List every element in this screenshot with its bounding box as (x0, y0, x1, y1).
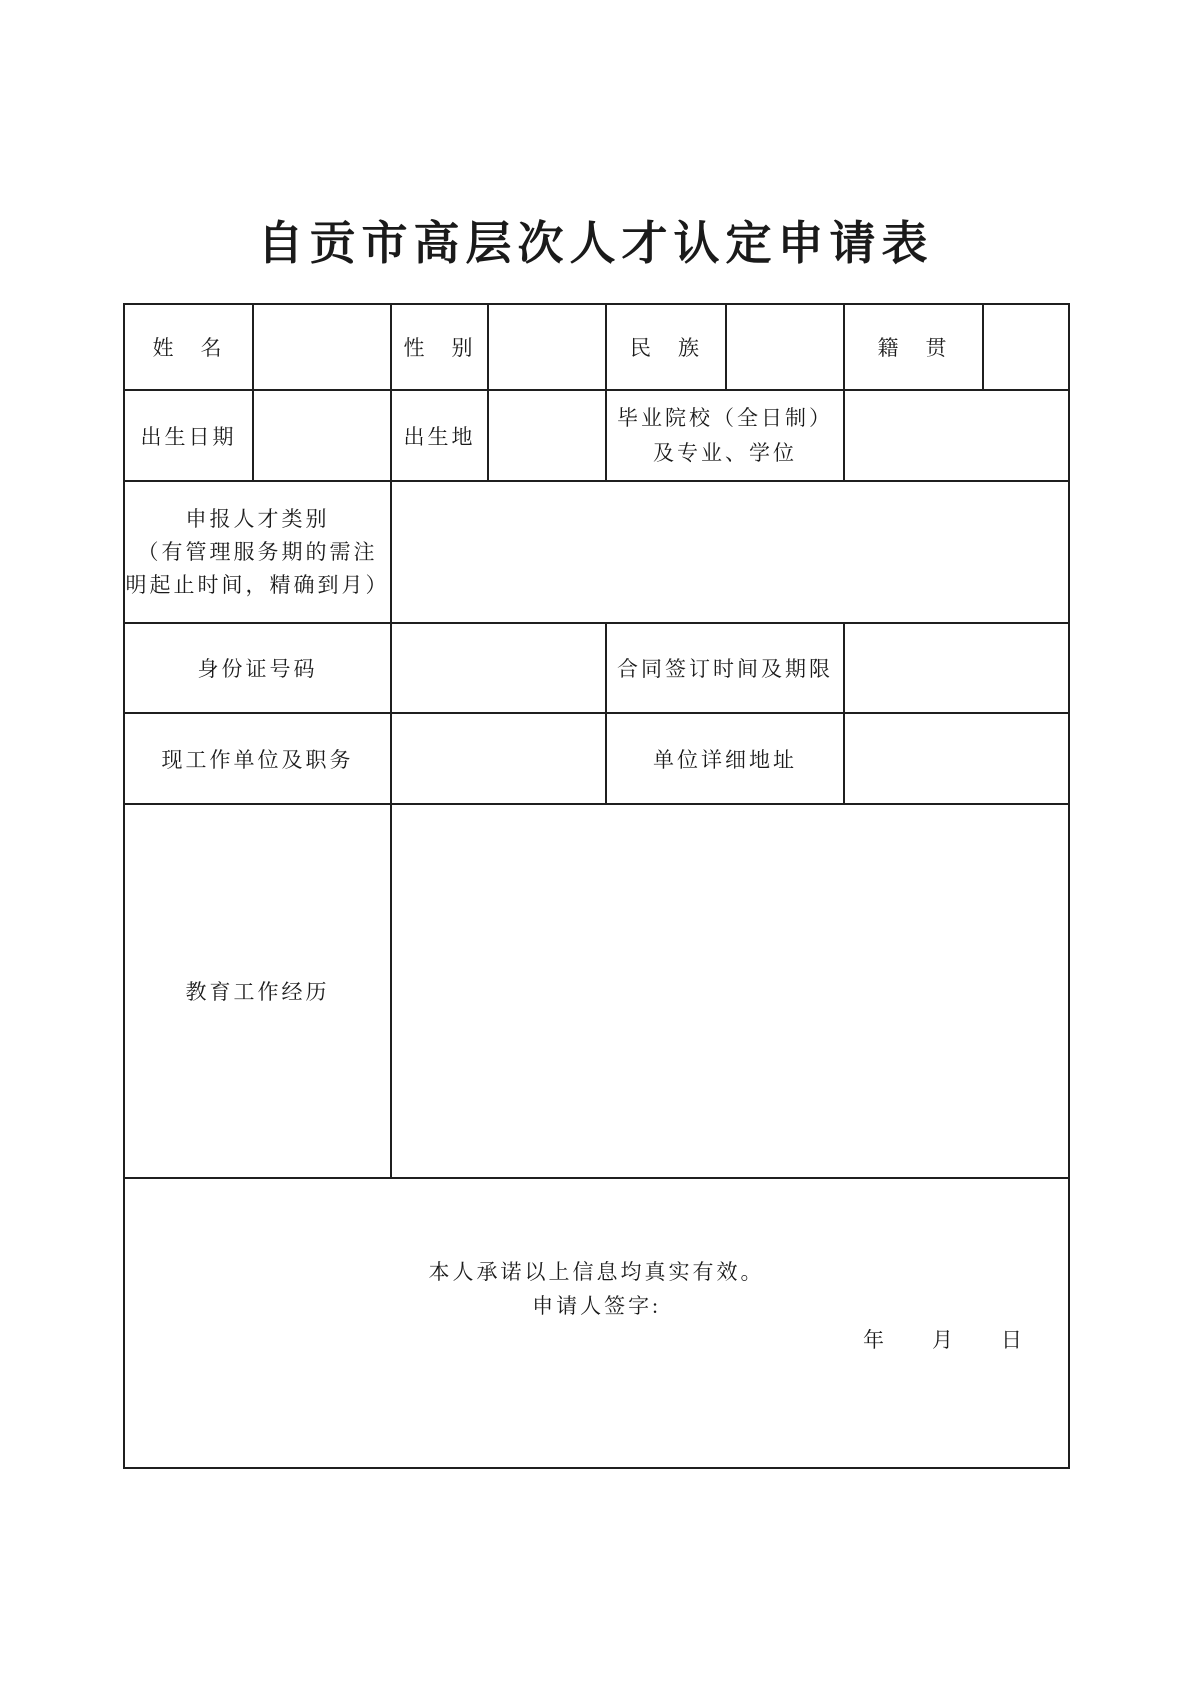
education-experience-input-cell[interactable] (391, 804, 1069, 1178)
talent-category-line2: （有管理服务期的需注 (137, 539, 378, 564)
name-input-cell[interactable] (253, 304, 391, 390)
unit-address-input-cell[interactable] (844, 713, 1069, 804)
pledge-statement: 本人承诺以上信息均真实有效。 (428, 1260, 765, 1284)
row-education-experience (124, 804, 1069, 1178)
native-place-label: 籍 贯 (877, 336, 950, 360)
graduation-label-line2: 及专业、学位 (653, 440, 797, 465)
id-number-label-cell (124, 623, 391, 713)
row-workunit-address (124, 713, 1069, 804)
birth-date-input-cell[interactable] (253, 390, 391, 481)
row-id-contract (124, 623, 1069, 713)
work-unit-input-cell[interactable] (391, 713, 606, 804)
contract-label: 合同签订时间及期限 (617, 657, 833, 681)
gender-label-cell (391, 304, 488, 390)
applicant-signature-label: 申请人签字: (532, 1294, 661, 1318)
work-unit-label-cell (124, 713, 391, 804)
birth-place-label-cell (391, 390, 488, 481)
native-place-label-cell (844, 304, 983, 390)
name-label: 姓 名 (152, 336, 225, 360)
id-number-label: 身份证号码 (197, 657, 318, 681)
ethnicity-input-cell[interactable] (726, 304, 844, 390)
signature-date-line: 年 月 日 (863, 1328, 1024, 1352)
graduation-label-cell (606, 390, 844, 481)
education-experience-label: 教育工作经历 (185, 980, 330, 1004)
birth-place-label: 出生地 (403, 424, 476, 449)
native-place-input-cell[interactable] (983, 304, 1069, 390)
pledge-cell[interactable] (124, 1178, 1069, 1468)
gender-label: 性 别 (403, 336, 476, 360)
talent-category-line3: 明起止时间，精确到月） (125, 572, 390, 597)
graduation-input-cell[interactable] (844, 390, 1069, 481)
row-basic-info (124, 304, 1069, 390)
page-title: 自贡市高层次人才认定申请表 (257, 218, 934, 269)
pledge-block (125, 1255, 1068, 1391)
talent-category-input-cell[interactable] (391, 481, 1069, 623)
contract-input-cell[interactable] (844, 623, 1069, 713)
birth-place-input-cell[interactable] (488, 390, 606, 481)
ethnicity-label-cell (606, 304, 726, 390)
work-unit-label: 现工作单位及职务 (161, 747, 354, 772)
talent-category-label-cell (124, 481, 391, 623)
contract-label-cell (606, 623, 844, 713)
education-experience-label-cell (124, 804, 391, 1178)
application-form-table (123, 303, 1070, 1469)
birth-date-label: 出生日期 (140, 424, 237, 449)
unit-address-label: 单位详细地址 (653, 747, 797, 772)
row-birth-graduation (124, 390, 1069, 481)
ethnicity-label: 民 族 (630, 336, 702, 360)
row-talent-category (124, 481, 1069, 623)
talent-category-line1: 申报人才类别 (185, 506, 330, 531)
gender-input-cell[interactable] (488, 304, 606, 390)
row-pledge (124, 1178, 1069, 1468)
name-label-cell (124, 304, 253, 390)
id-number-input-cell[interactable] (391, 623, 606, 713)
birth-date-label-cell (124, 390, 253, 481)
graduation-label-line1: 毕业院校（全日制） (617, 405, 833, 430)
unit-address-label-cell (606, 713, 844, 804)
